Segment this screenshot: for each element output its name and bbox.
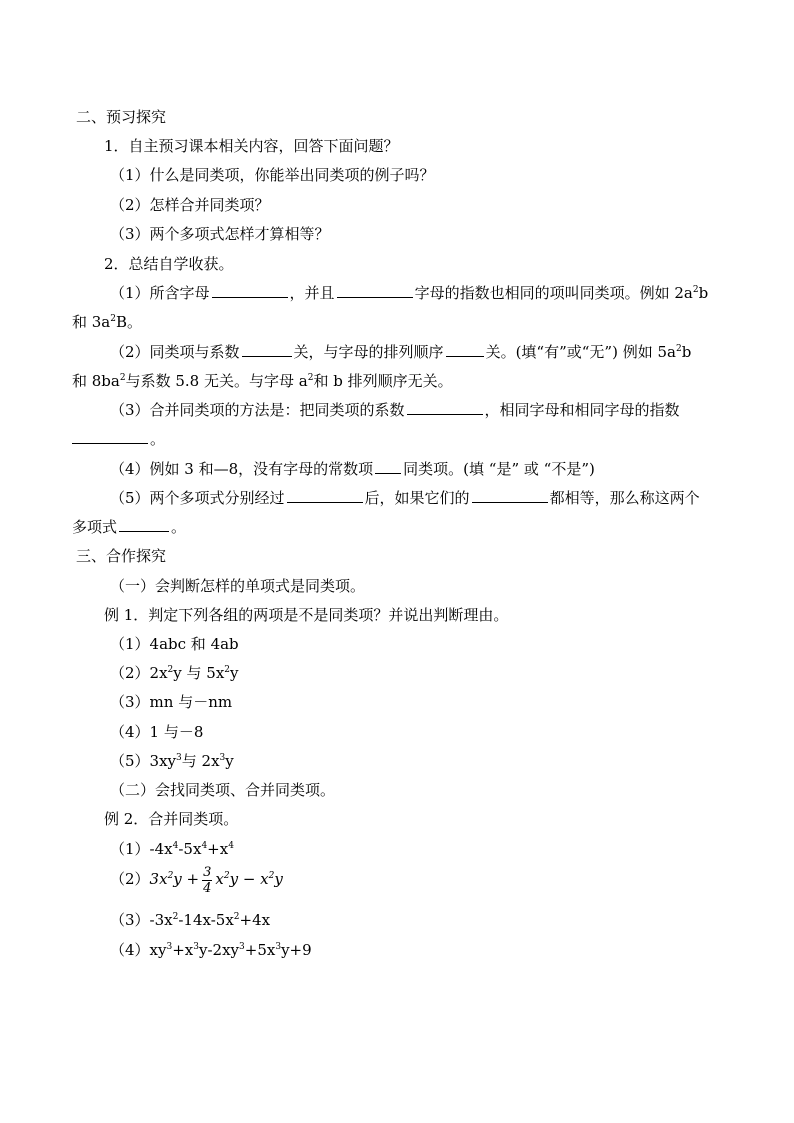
exponent: 3	[239, 942, 245, 952]
expr-part: +x	[172, 941, 194, 959]
example-1-item-4: （4）1 与－8	[110, 723, 204, 741]
example-2-item-4	[110, 940, 312, 960]
summary-item-3-continued	[72, 429, 165, 449]
expr-part: （1）-4x	[110, 840, 173, 858]
exponent: 3	[193, 942, 199, 952]
summary-item-2-continued	[72, 371, 453, 391]
expr-part: y − x	[229, 870, 269, 888]
question-1-item-3: （3）两个多项式怎样才算相等？	[110, 225, 330, 243]
exponent: 2	[675, 344, 682, 354]
answer-blank[interactable]	[446, 342, 484, 357]
section-heading-cooperation: 三、合作探究	[76, 547, 167, 565]
expr-part: y+9	[281, 941, 312, 959]
example-1-item-5	[110, 751, 234, 771]
answer-blank[interactable]	[375, 459, 401, 474]
section-heading-preview: 二、预习探究	[76, 108, 167, 126]
summary-item-4-text-b: 同类项。(填 “是” 或 “不是”)	[403, 460, 595, 478]
summary-item-2-text-d: b	[681, 343, 692, 361]
expr-part: x	[215, 870, 224, 888]
summary-item-2-cont-b: 与系数 5.8 无关。与字母 a	[125, 372, 308, 390]
math-expression	[149, 864, 283, 896]
expr-part: -14x-5x	[178, 911, 234, 929]
expr-part: y	[274, 870, 283, 888]
exponent: 2	[692, 285, 699, 295]
example-1-item-3: （3）mn 与－nm	[110, 693, 233, 711]
question-1: 1．自主预习课本相关内容，回答下面问题？	[104, 137, 399, 155]
expr-part: （4）xy	[110, 941, 167, 959]
expr-part: +4x	[239, 911, 271, 929]
answer-blank[interactable]	[472, 488, 548, 503]
question-1-item-1: （1）什么是同类项，你能举出同类项的例子吗？	[110, 166, 435, 184]
summary-item-3-text-a: （3）合并同类项的方法是：把同类项的系数	[110, 401, 405, 419]
summary-item-5-text-a: （5）两个多项式分别经过	[110, 489, 285, 507]
expr-part: y	[230, 664, 239, 682]
summary-item-2-text-c: 关。(填“有”或“无”) 例如 5a	[485, 343, 676, 361]
answer-blank[interactable]	[119, 517, 169, 532]
summary-item-3-cont: 。	[150, 430, 166, 448]
question-2: 2．总结自学收获。	[104, 255, 234, 273]
summary-item-5-text-c: 都相等，那么称这两个	[549, 489, 700, 507]
question-1-item-2: （2）怎样合并同类项？	[110, 196, 270, 214]
exponent: 2	[119, 373, 126, 383]
summary-item-1-text-d: b	[698, 284, 709, 302]
summary-item-5-cont-a: 多项式	[72, 518, 118, 536]
exponent: 2	[307, 373, 314, 383]
expr-part: 3x	[149, 870, 168, 888]
summary-item-2-cont-a: 和 8ba	[72, 372, 120, 390]
answer-blank[interactable]	[72, 429, 148, 444]
answer-blank[interactable]	[337, 283, 413, 298]
summary-item-1-continued	[72, 312, 142, 332]
summary-item-2-text-a: （2）同类项与系数	[110, 343, 240, 361]
summary-item-5-cont-b: 。	[171, 518, 187, 536]
summary-item-5	[110, 488, 700, 508]
expr-part: （5）3xy	[110, 752, 177, 770]
expr-part: +5x	[244, 941, 276, 959]
item-label: （2）	[110, 870, 150, 888]
example-2-item-1	[110, 839, 234, 859]
summary-item-3-text-b: ，相同字母和相同字母的指数	[484, 401, 680, 419]
summary-item-5-continued	[72, 517, 186, 537]
example-2-item-2	[110, 861, 283, 897]
example-1-title: 例 1．判定下列各组的两项是不是同类项？并说出判断理由。	[104, 606, 509, 624]
part-2-title: （二）会找同类项、合并同类项。	[110, 781, 336, 799]
exponent: 2	[110, 314, 116, 324]
exponent: 2	[172, 912, 179, 922]
exponent: 4	[201, 841, 208, 851]
summary-item-2-text-b: 关，与字母的排列顺序	[293, 343, 444, 361]
exponent: 2	[224, 665, 231, 675]
summary-item-4-text-a: （4）例如 3 和—8，没有字母的常数项	[110, 460, 374, 478]
exponent: 4	[228, 841, 234, 851]
summary-item-1-text-b: ，并且	[289, 284, 335, 302]
expr-part: 与 2x	[181, 752, 220, 770]
fraction-denominator: 4	[203, 880, 212, 896]
expr-part: y +	[173, 870, 200, 888]
expr-part: （2）2x	[110, 664, 168, 682]
summary-item-1	[110, 283, 708, 303]
exponent: 2	[167, 665, 174, 675]
summary-item-4	[110, 459, 595, 479]
summary-item-2	[110, 342, 691, 362]
expr-part: -5x	[178, 840, 202, 858]
fraction-numerator: 3	[203, 864, 212, 880]
exponent: 4	[172, 841, 179, 851]
summary-item-1-cont-b: B。	[116, 313, 143, 331]
expr-part: +x	[207, 840, 229, 858]
example-2-item-3	[110, 910, 270, 930]
part-1-title: （一）会判断怎样的单项式是同类项。	[110, 577, 366, 595]
exponent: 3	[176, 753, 182, 763]
summary-item-1-text-c: 字母的指数也相同的项叫同类项。例如 2a	[414, 284, 693, 302]
answer-blank[interactable]	[287, 488, 363, 503]
exponent: 2	[233, 912, 240, 922]
summary-item-1-text-a: （1）所含字母	[110, 284, 210, 302]
expr-part: y	[225, 752, 234, 770]
exponent: 2	[167, 871, 174, 881]
example-1-item-1: （1）4abc 和 4ab	[110, 635, 239, 653]
exponent: 3	[219, 753, 226, 763]
answer-blank[interactable]	[242, 342, 292, 357]
fraction	[202, 865, 212, 896]
exponent: 2	[223, 871, 230, 881]
exponent: 2	[268, 871, 275, 881]
exponent: 3	[166, 942, 173, 952]
expr-part: y-2xy	[198, 941, 240, 959]
summary-item-1-cont-a: 和 3a	[72, 313, 111, 331]
example-1-item-2	[110, 663, 239, 683]
expr-part: y 与 5x	[173, 664, 225, 682]
expr-part: （3）-3x	[110, 911, 173, 929]
example-2-title: 例 2．合并同类项。	[104, 810, 239, 828]
summary-item-5-text-b: 后，如果它们的	[364, 489, 470, 507]
summary-item-3	[110, 400, 680, 420]
summary-item-2-cont-c: 和 b 排列顺序无关。	[313, 372, 453, 390]
exponent: 3	[275, 942, 282, 952]
answer-blank[interactable]	[212, 283, 288, 298]
answer-blank[interactable]	[407, 400, 483, 415]
